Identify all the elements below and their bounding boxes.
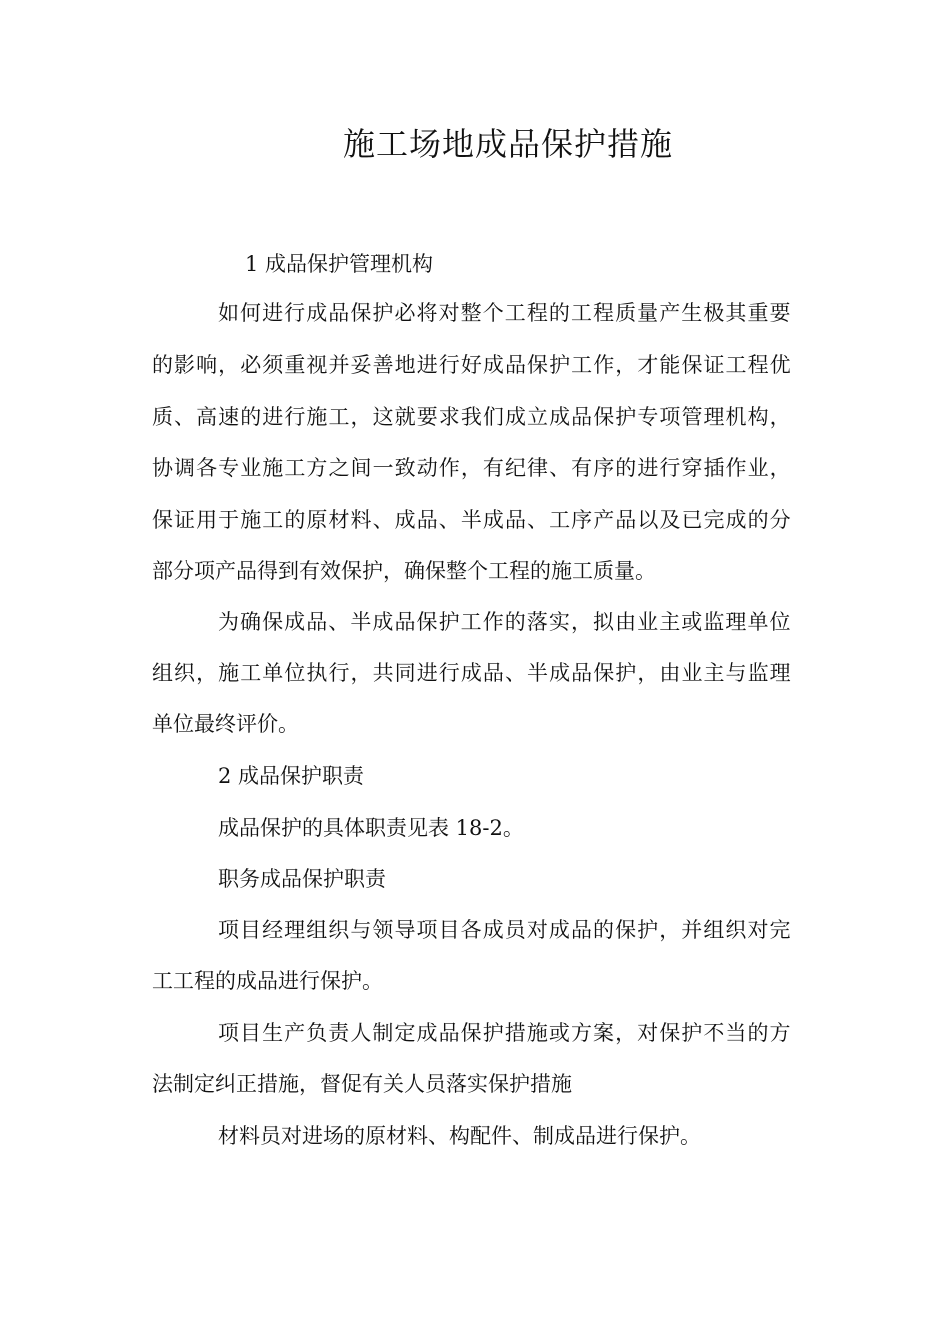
section-heading-1: 1 成品保护管理机构: [245, 252, 434, 276]
paragraph-line: 为确保成品、半成品保护工作的落实，拟由业主或监理单位: [218, 610, 792, 634]
paragraph-line: 组织，施工单位执行，共同进行成品、半成品保护，由业主与监理: [152, 661, 792, 685]
paragraph-line: 法制定纠正措施，督促有关人员落实保护措施: [152, 1072, 572, 1096]
paragraph-line: 如何进行成品保护必将对整个工程的工程质量产生极其重要: [218, 301, 792, 325]
paragraph-line: 项目生产负责人制定成品保护措施或方案，对保护不当的方: [218, 1021, 792, 1045]
paragraph-line: 工工程的成品进行保护。: [152, 969, 383, 993]
paragraph-line: 部分项产品得到有效保护，确保整个工程的施工质量。: [152, 559, 656, 583]
section-heading-2: 2 成品保护职责: [218, 764, 365, 788]
paragraph-line: 协调各专业施工方之间一致动作，有纪律、有序的进行穿插作业，: [152, 456, 792, 480]
paragraph-line: 成品保护的具体职责见表 18-2。: [218, 816, 524, 840]
document-title: 施工场地成品保护措施: [342, 125, 673, 163]
paragraph-line: 单位最终评价。: [152, 712, 299, 736]
paragraph-line: 保证用于施工的原材料、成品、半成品、工序产品以及已完成的分: [152, 508, 792, 532]
paragraph-line: 职务成品保护职责: [218, 867, 386, 891]
paragraph-line: 项目经理组织与领导项目各成员对成品的保护，并组织对完: [218, 918, 792, 942]
paragraph-line: 的影响，必须重视并妥善地进行好成品保护工作，才能保证工程优: [152, 353, 792, 377]
paragraph-line: 材料员对进场的原材料、构配件、制成品进行保护。: [218, 1124, 701, 1148]
paragraph-line: 质、高速的进行施工，这就要求我们成立成品保护专项管理机构，: [152, 405, 792, 429]
